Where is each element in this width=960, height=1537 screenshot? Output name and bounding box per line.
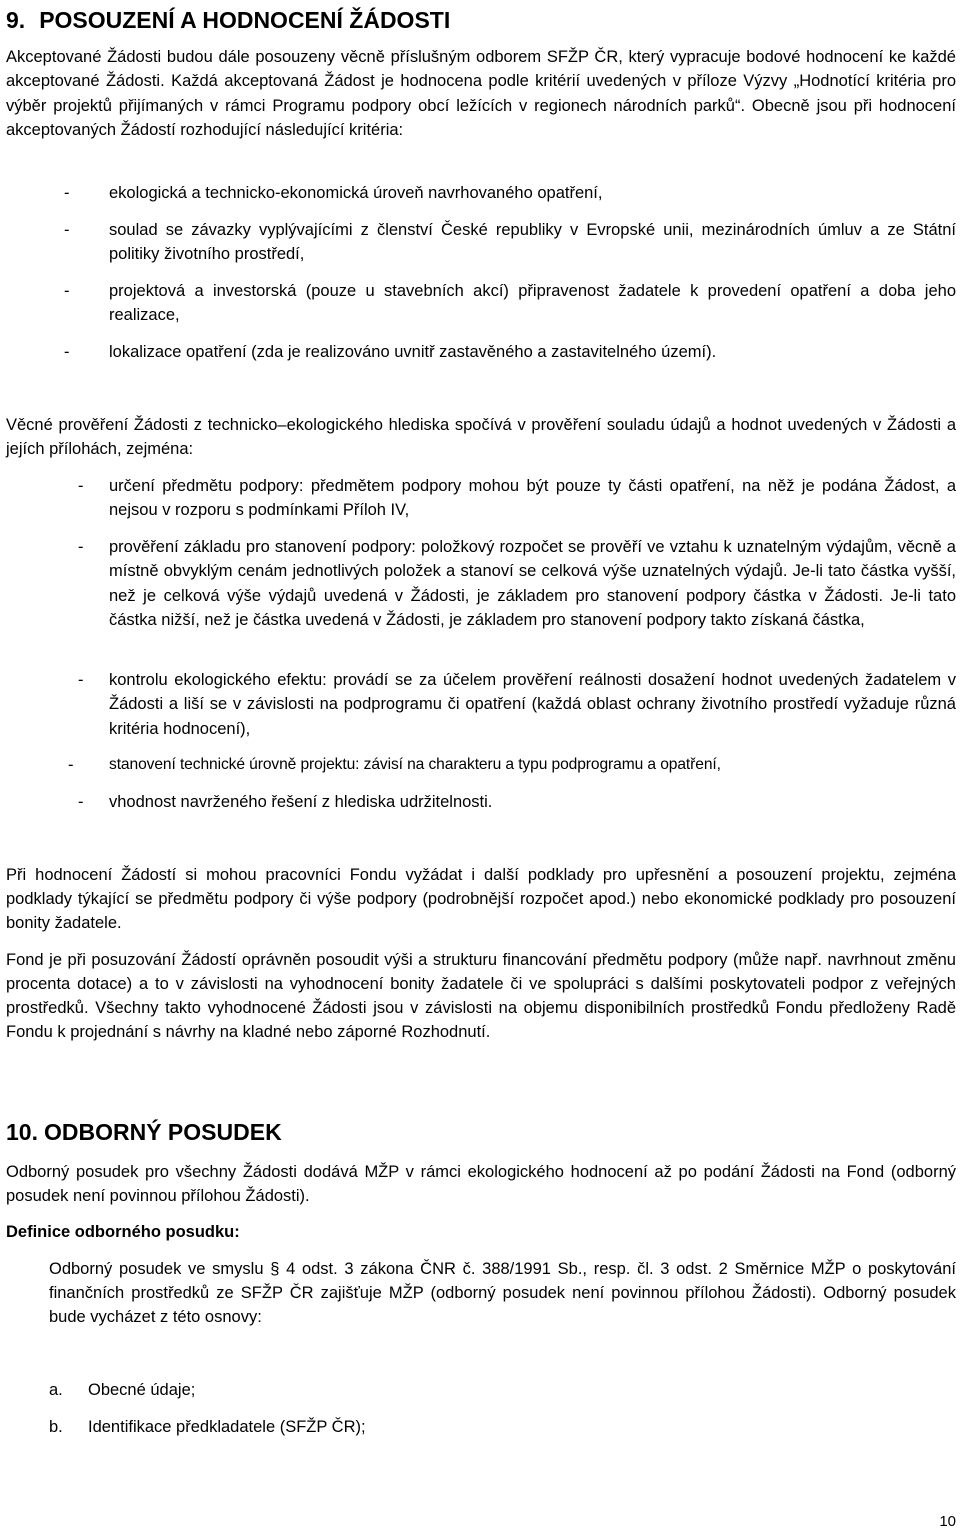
paragraph-fund-assessment: Fond je při posuzování Žádostí oprávněn posoudit výši a strukturu financování předmětu podpory (může např. navrhnout změnu procenta dotace) a to v závislosti na vyhodnocení bonity žadatele či ve spolupráci s dalšími poskytovateli podpor z veřejných prostředků. Všechny takto vyhodnocené Žádosti jsou v závislosti na objemu disponibilních prostředků Fondu předloženy Radě Fondu k projednání s návrhy na kladné nebo záporné Rozhodnutí.: [6, 951, 956, 1042]
outline-item: Obecné údaje;: [88, 1381, 196, 1399]
section-10-heading: [6, 1118, 282, 1146]
review-item: kontrolu ekologického efektu: provádí se za účelem prověření reálnosti dosažení hodnot uvedených žadatelem v Žádosti a liší se v závislosti na podprogramu či opatření (každá oblast ochrany životního prostředí vyžaduje různá kritéria hodnocení),: [109, 671, 956, 738]
review-item: stanovení technické úrovně projektu: závisí na charakteru a typu podprogramu a opatření,: [109, 756, 721, 773]
review-item: určení předmětu podpory: předmětem podpory mohou být pouze ty části opatření, na něž je podána Žádost, a nejsou v rozporu s podmínkami Příloh IV,: [109, 477, 956, 520]
review-item: vhodnost navrženého řešení z hlediska udržitelnosti.: [109, 793, 493, 811]
section-10-number: 10.: [6, 1119, 38, 1145]
list-dash: -: [78, 538, 84, 556]
section-9-heading: [6, 6, 450, 34]
section-9-intro: Akceptované Žádosti budou dále posouzeny věcně příslušným odborem SFŽP ČR, který vypracuje bodové hodnocení ke každé akceptované Žádosti. Každá akceptovaná Žádost je hodnocena podle kritérií uvedených v příloze Výzvy „Hodnotící kritéria pro výběr projektů přijímaných v rámci Programu podpory obcí ležících v regionech národních parků“. Obecně jsou při hodnocení akceptovaných Žádostí rozhodující následující kritéria:: [6, 48, 956, 139]
paragraph-additional-documents: Při hodnocení Žádostí si mohou pracovníci Fondu vyžádat i další podklady pro upřesnění a posouzení projektu, zejména podklady týkající se předmětu podpory či výše podpory (podrobnější rozpočet apod.) nebo ekonomické podklady pro posouzení bonity žadatele.: [6, 866, 956, 933]
list-dash: -: [68, 756, 74, 774]
list-dash: -: [78, 477, 84, 495]
review-item: prověření základu pro stanovení podpory: položkový rozpočet se prověří ve vztahu k uznatelným výdajům, věcně a místně obvyklým cenám jednotlivých položek a stanoví se celková výše uznatelných výdajů. Je-li tato částka vyšší, než je celková výše výdajů uvedená v Žádosti, je základem pro stanovení podpory částka v Žádosti. Je-li tato částka nižší, než je částka uvedená v Žádosti, je základem pro stanovení podpory takto získaná částka,: [109, 538, 956, 629]
criteria-item: lokalizace opatření (zda je realizováno uvnitř zastavěného a zastavitelného území).: [109, 343, 717, 361]
section-9-title: POSOUZENÍ A HODNOCENÍ ŽÁDOSTI: [39, 7, 451, 33]
section-10-intro: Odborný posudek pro všechny Žádosti dodává MŽP v rámci ekologického hodnocení až po podání Žádosti na Fond (odborný posudek není povinnou přílohou Žádosti).: [6, 1163, 956, 1206]
criteria-item: projektová a investorská (pouze u stavebních akcí) připravenost žadatele k provedení opatření a doba jeho realizace,: [109, 282, 956, 325]
section-9-number: 9.: [6, 7, 26, 33]
list-dash: -: [64, 184, 70, 202]
criteria-item: ekologická a technicko-ekonomická úroveň navrhovaného opatření,: [109, 184, 603, 202]
definition-text: Odborný posudek ve smyslu § 4 odst. 3 zákona ČNR č. 388/1991 Sb., resp. čl. 3 odst. 2 Směrnice MŽP o poskytování finančních prostředků ze SFŽP ČR zajišťuje MŽP (odborný posudek není povinnou přílohou Žádosti). Odborný posudek bude vycházet z této osnovy:: [49, 1260, 956, 1327]
outline-letter: a.: [49, 1381, 63, 1399]
list-dash: -: [64, 343, 70, 361]
outline-item: Identifikace předkladatele (SFŽP ČR);: [88, 1418, 366, 1436]
definition-heading: Definice odborného posudku:: [6, 1223, 240, 1241]
list-dash: -: [64, 282, 70, 300]
outline-letter: b.: [49, 1418, 63, 1436]
list-dash: -: [64, 221, 70, 239]
list-dash: -: [78, 793, 84, 811]
page-number: 10: [939, 1513, 956, 1530]
review-intro: Věcné prověření Žádosti z technicko–ekologického hlediska spočívá v prověření souladu údajů a hodnot uvedených v Žádosti a jejích přílohách, zejména:: [6, 416, 956, 459]
section-10-title: ODBORNÝ POSUDEK: [43, 1119, 282, 1145]
criteria-item: soulad se závazky vyplývajícími z členství České republiky v Evropské unii, mezinárodních úmluv a ze Státní politiky životního prostředí,: [109, 221, 956, 264]
list-dash: -: [78, 671, 84, 689]
